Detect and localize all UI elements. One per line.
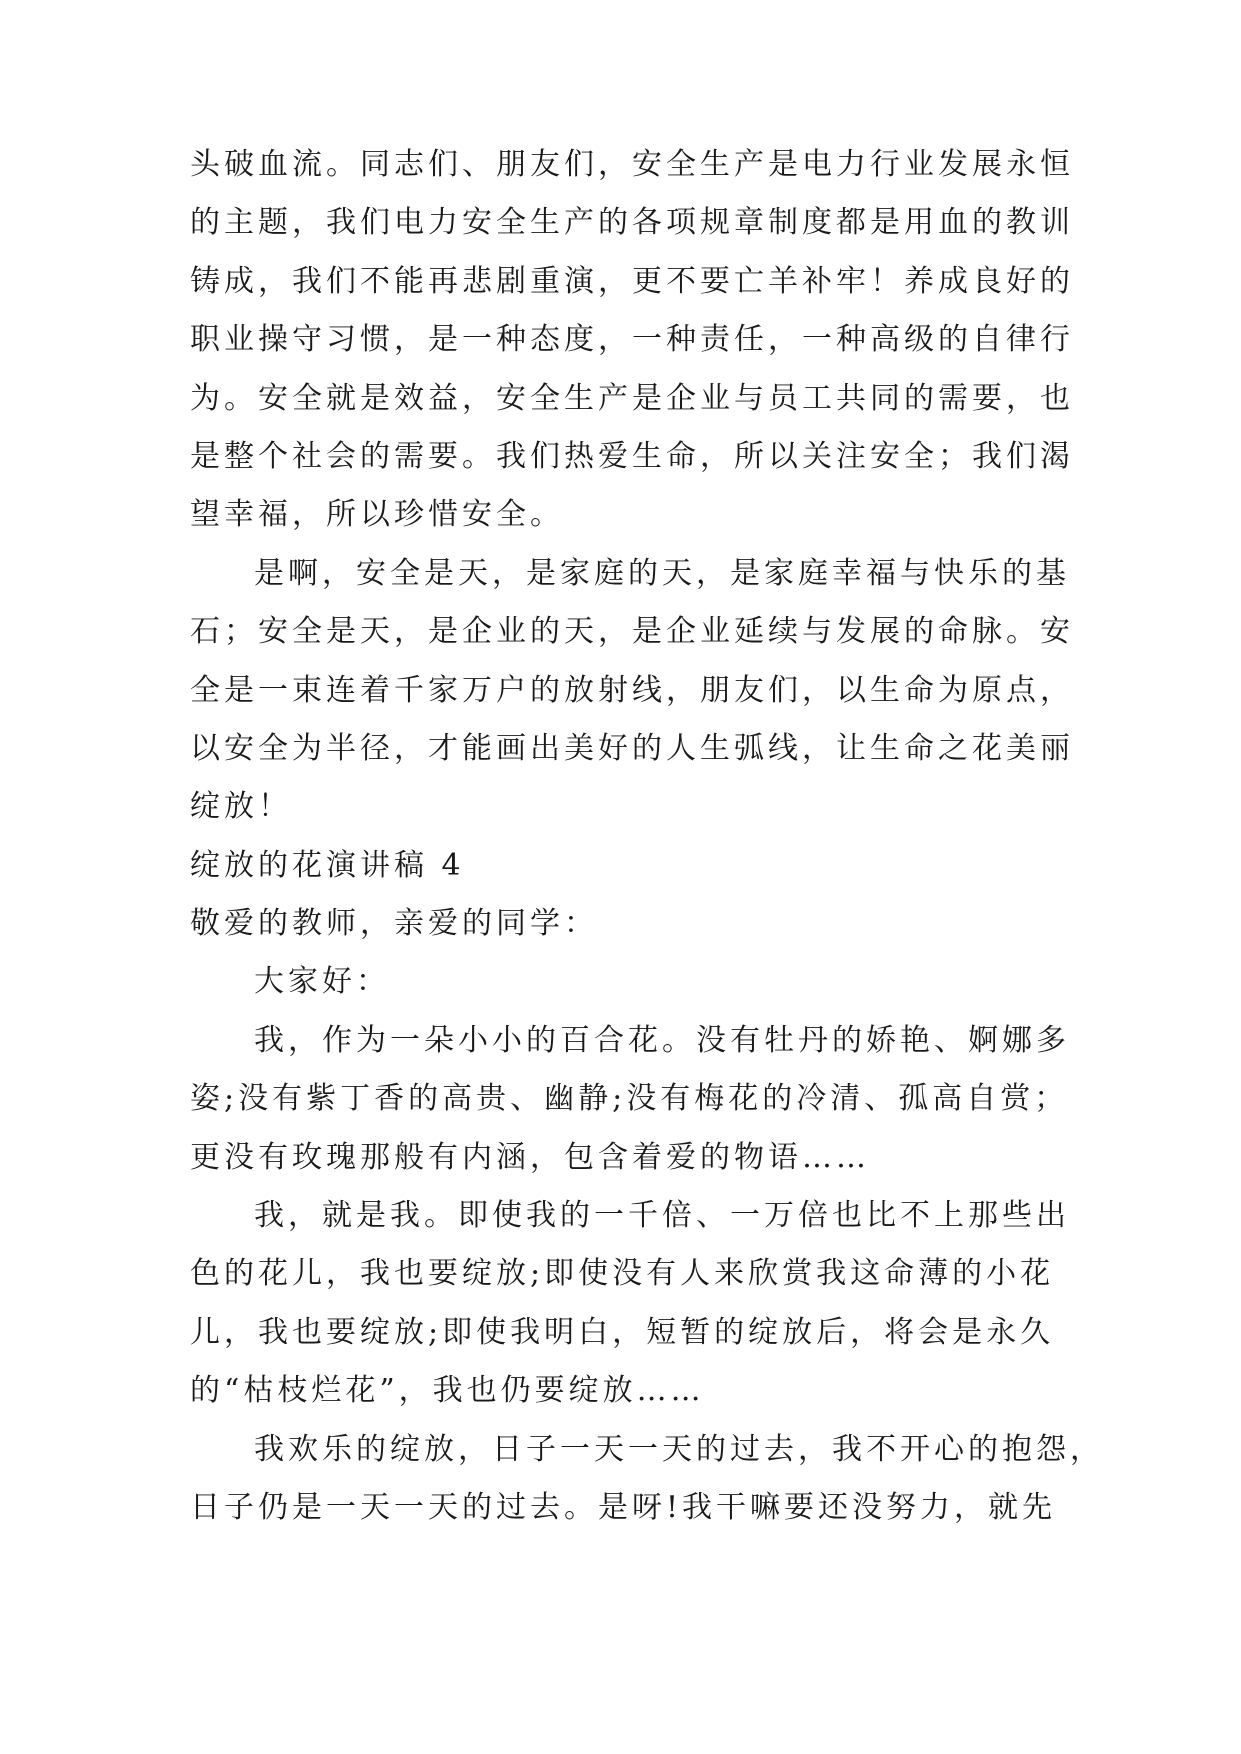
text-line: 日子仍是一天一天的过去。是呀!我干嘛要还没努力，就先: [190, 1489, 1057, 1525]
text-line: 铸成，我们不能再悲剧重演，更不要亡羊补牢！养成良好的: [190, 263, 1074, 299]
text-line: 我，作为一朵小小的百合花。没有牡丹的娇艳、婀娜多: [254, 1022, 1070, 1058]
paragraph: [190, 1012, 1070, 1187]
text-line: 为。安全就是效益，安全生产是企业与员工共同的需要，也: [190, 380, 1074, 416]
text-line: 是啊，安全是天，是家庭的天，是家庭幸福与快乐的基: [254, 555, 1070, 591]
text-line: 以安全为半径，才能画出美好的人生弧线，让生命之花美丽: [190, 730, 1074, 766]
text-line: 敬爱的教师，亲爱的同学：: [190, 906, 598, 942]
paragraph: [190, 136, 1074, 545]
text-line: 是整个社会的需要。我们热爱生命，所以关注安全；我们渴: [190, 438, 1074, 474]
document-body: [190, 136, 1104, 1537]
text-line: 色的花儿，我也要绽放;即使没有人来欣赏我这命薄的小花: [190, 1256, 1055, 1292]
text-line: 更没有玫瑰那般有内涵，包含着爱的物语……: [190, 1139, 870, 1175]
text-line: 职业操守习惯，是一种态度，一种责任，一种高级的自律行: [190, 322, 1074, 358]
text-line: 姿;没有紫丁香的高贵、幽静;没有梅花的冷清、孤高自赏；: [190, 1081, 1069, 1117]
text-line: 儿，我也要绽放;即使我明白，短暂的绽放后，将会是永久: [190, 1314, 1055, 1350]
paragraph: [190, 1421, 1104, 1538]
text-line: 的主题，我们电力安全生产的各项规章制度都是用血的教训: [190, 205, 1074, 241]
text-line: 头破血流。同志们、朋友们，安全生产是电力行业发展永恒: [190, 147, 1074, 182]
text-line: 我欢乐的绽放，日子一天一天的过去，我不开心的抱怨，: [254, 1431, 1104, 1467]
text-line: 望幸福，所以珍惜安全。: [190, 497, 564, 533]
paragraph: [190, 545, 1074, 837]
text-line: 我，就是我。即使我的一千倍、一万倍也比不上那些出: [254, 1198, 1070, 1234]
section-heading: [190, 837, 1070, 895]
paragraph: [190, 1187, 1070, 1421]
paragraph: [190, 953, 1070, 1011]
text-line: 的“枯枝烂花”，我也仍要绽放……: [190, 1373, 705, 1409]
text-line: 全是一束连着千家万户的放射线，朋友们，以生命为原点，: [190, 672, 1074, 708]
text-line: 石；安全是天，是企业的天，是企业延续与发展的命脉。安: [190, 614, 1074, 650]
text-line: 绽放的花演讲稿 4: [190, 847, 465, 883]
text-line: 绽放！: [190, 789, 292, 825]
salutation: [190, 895, 1070, 953]
text-line: 大家好：: [254, 964, 390, 1000]
